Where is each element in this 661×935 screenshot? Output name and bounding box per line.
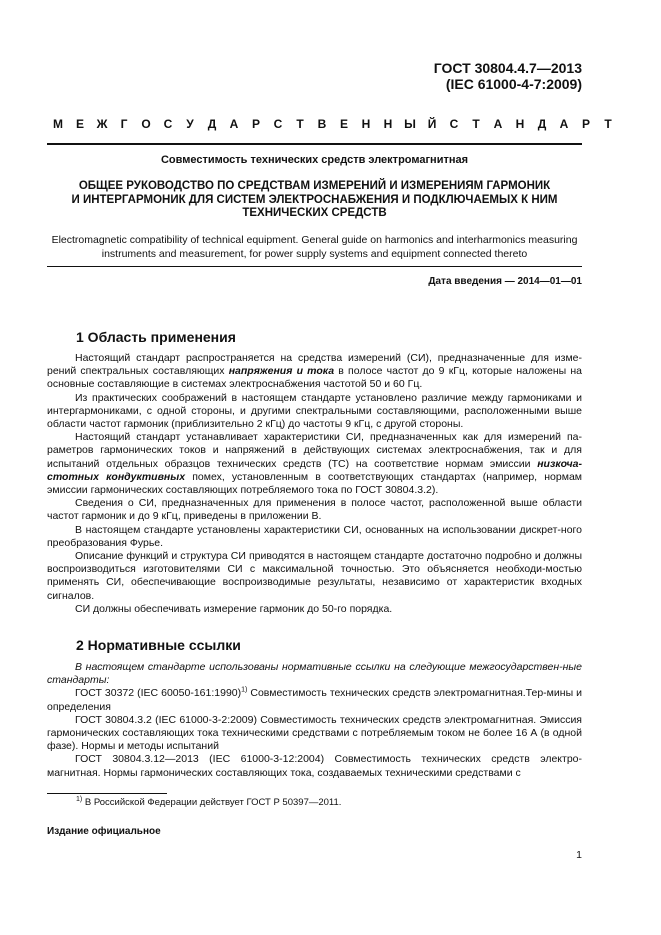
banner-letter: О <box>141 117 151 131</box>
footnote <box>76 797 341 808</box>
banner-letter: Н <box>361 117 371 131</box>
banner-letter: С <box>163 117 173 131</box>
banner-letter: Т <box>472 117 480 131</box>
banner-letter: Е <box>75 117 84 131</box>
banner-letter: Д <box>537 117 547 131</box>
standard-number-iec: (IEC 61000-4-7:2009) <box>445 76 582 92</box>
edition-label: Издание официальное <box>47 826 161 837</box>
banner-letter: Н <box>383 117 393 131</box>
emphasis-text: напряжения и тока <box>228 365 335 378</box>
text-run: помех, установленным в соответствующих стандартах (например, нормам эмиссии гармонических составляющих потребляемого тока по ГОСТ 30804.3.2). <box>47 470 582 497</box>
banner-letter: Ы <box>404 117 416 131</box>
banner-letter: Н <box>515 117 525 131</box>
banner-letter: М <box>53 117 63 131</box>
section-1-body <box>47 352 582 616</box>
section-2-body <box>47 661 582 780</box>
text-run: Совместимость технических средств электромагнитная.Тер-мины и определения <box>47 687 582 713</box>
reference-item <box>47 687 582 713</box>
section-1-heading: 1 Область применения <box>76 329 236 345</box>
banner-word-standard <box>443 117 619 131</box>
header-rule <box>47 143 582 145</box>
subtitle: Совместимость технических средств электромагнитная <box>160 154 469 166</box>
english-title: Electromagnetic compatibility of technical equipment. General guide on harmonics and interharmonics measuring instruments and measurement, for power supply systems and equipment connected thereto <box>51 234 578 260</box>
title-rule <box>47 266 582 267</box>
reference-item: ГОСТ 30804.3.12—2013 (IEC 61000-3-12:2004) Совместимость технических средств электро-магнитная. Нормы гармонических составляющих тока, создаваемых техническими средствами с <box>47 753 582 779</box>
banner-letter: У <box>186 117 194 131</box>
banner-letter: В <box>317 117 327 131</box>
paragraph <box>47 431 582 497</box>
main-title-line-1: ОБЩЕЕ РУКОВОДСТВО ПО СРЕДСТВАМ ИЗМЕРЕНИЙ И ИЗМЕРЕНИЯМ ГАРМОНИК <box>78 180 551 192</box>
reference-item: ГОСТ 30804.3.2 (IEC 61000-3-2:2009) Совместимость технических средств электромагнитная. Эмиссия гармонических составляющих тока техническими средствами с потребляемым током не более 16 А (в одной фазе). Нормы и методы испытаний <box>47 713 582 753</box>
banner-letter: С <box>449 117 459 131</box>
banner-letter: Е <box>339 117 348 131</box>
interstate-standard-banner <box>47 117 612 131</box>
banner-letter: А <box>493 117 503 131</box>
introduction-date: Дата введения — 2014—01—01 <box>428 276 582 287</box>
banner-letter: С <box>273 117 283 131</box>
banner-letter: Д <box>207 117 217 131</box>
main-title <box>47 180 582 221</box>
text-run: ГОСТ 30372 (IEC 60050-161:1990) <box>75 687 242 700</box>
paragraph: В настоящем стандарте установлены характеристики СИ, основанных на использовании дискрет-ного преобразования Фурье. <box>47 523 582 549</box>
main-title-line-3: ТЕХНИЧЕСКИХ СРЕДСТВ <box>242 207 387 219</box>
section-2-heading: 2 Нормативные ссылки <box>76 637 241 653</box>
footnote-ref[interactable]: 1) <box>241 686 248 694</box>
emphasis-text: низкоча-стотных кондуктивных <box>47 457 582 483</box>
banner-letter: Т <box>604 117 612 131</box>
footnote-mark: 1) <box>76 795 83 803</box>
text-run: Настоящий стандарт устанавливает характеристики СИ, предназначенных как для измерений па-раметров гармонических токов и напряжений в действующих системах электроснабжения, так и для испытаний отдельных образцов технических средств (ТС) на соответствие нормам эмиссии <box>47 431 582 470</box>
banner-letter: Р <box>581 117 590 131</box>
text-run: Настоящий стандарт распространяется на средства измерений (СИ), предназначенные для изме-рений спектральных составляющих <box>47 352 582 378</box>
paragraph <box>47 352 582 392</box>
page-number: 1 <box>576 849 582 861</box>
banner-letter: Р <box>251 117 260 131</box>
paragraph: СИ должны обеспечивать измерение гармоник до 50-го порядка. <box>75 602 393 615</box>
main-title-line-2: И ИНТЕРГАРМОНИК ДЛЯ СИСТЕМ ЭЛЕКТРОСНАБЖЕНИЯ И ПОДКЛЮЧАЕМЫХ К НИМ <box>71 193 558 206</box>
paragraph: Сведения о СИ, предназначенных для применения в полосе частот, расположенной выше области частот гармоник и до 9 кГц, приведены в приложении В. <box>47 497 582 523</box>
paragraph: Описание функций и структура СИ приводятся в настоящем стандарте достаточно подробно и должны воспроизводиться изготовителями СИ с максимальной точностью. Это объясняется необходи-мостью применять СИ, обеспечивающие воспроизводимые результаты, независимо от характеристик входных сигналов. <box>47 550 582 602</box>
banner-word-interstate <box>47 117 443 131</box>
banner-letter: Ж <box>96 117 108 131</box>
text-run: в полосе частот до 9 кГц, которые наложены на основные составляющие в системах электроснабжения частотой 50 и 60 Гц. <box>47 365 582 391</box>
paragraph: Из практических соображений в настоящем стандарте установлено различие между гармониками и интергармониками, с одной стороны, и другими спектральными составляющими, расположенными выше области частот гармоник (приблизительно 2 кГц) до частоты 9 кГц, с другой стороны. <box>47 391 582 431</box>
standard-number <box>434 60 582 92</box>
paragraph: В настоящем стандарте использованы нормативные ссылки на следующие межгосударствен-ные стандарты: <box>47 661 582 687</box>
banner-letter: Й <box>427 117 437 131</box>
footnote-rule <box>47 793 167 794</box>
standard-number-gost: ГОСТ 30804.4.7—2013 <box>433 60 582 76</box>
banner-letter: Т <box>296 117 304 131</box>
banner-letter: А <box>559 117 569 131</box>
banner-letter: А <box>229 117 239 131</box>
banner-letter: Г <box>120 117 128 131</box>
footnote-text: В Российской Федерации действует ГОСТ Р 50397—2011. <box>82 797 342 808</box>
